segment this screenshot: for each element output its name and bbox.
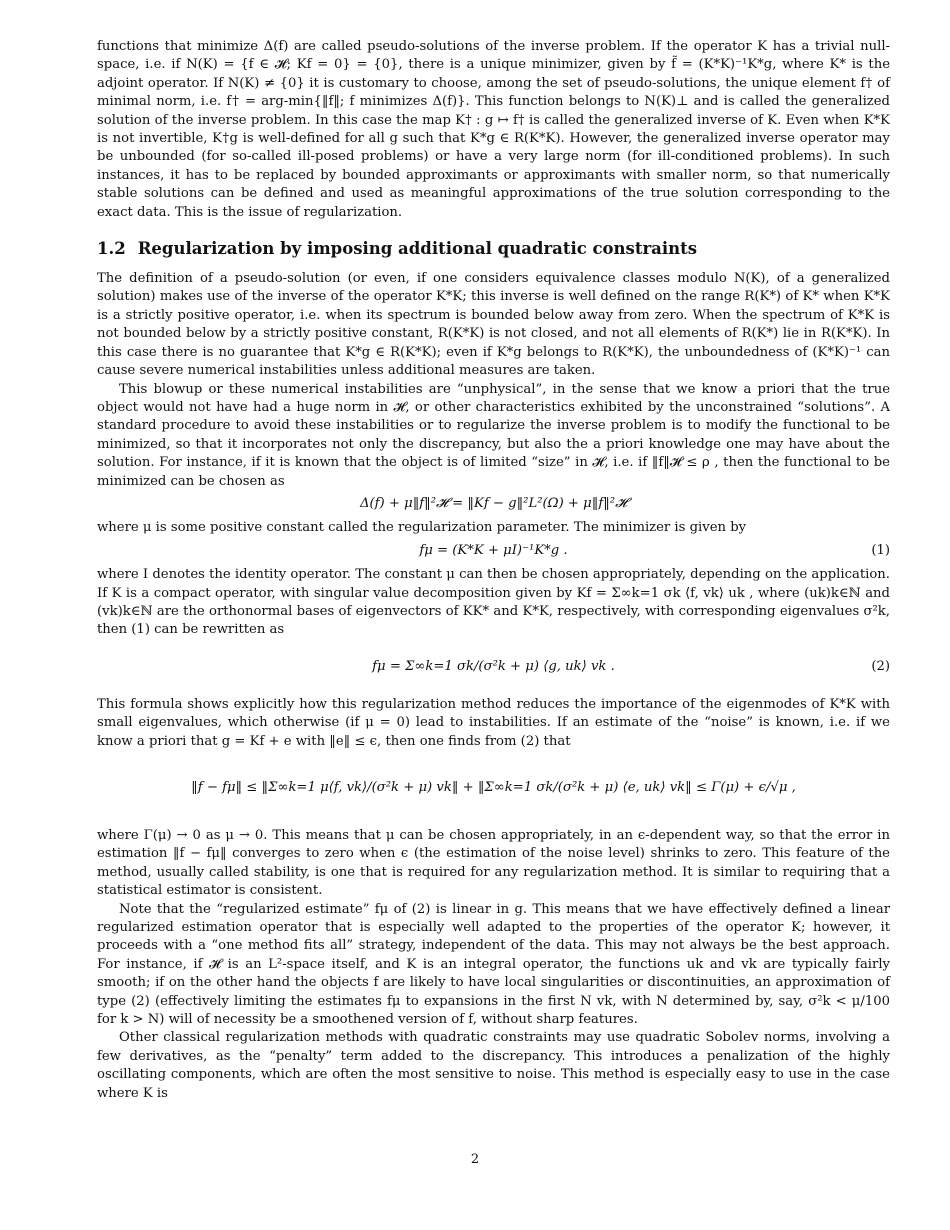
paragraph-svd: where I denotes the identity operator. The constant μ can then be chosen appropriately, depending on the application. If K is a compact operator, with singular value decomposition given by Kf = Σ∞k=1 σk ⟨f, vk⟩ uk , where (uk)k∈ℕ and (vk)k∈ℕ are the orthonormal bases of eigenvectors of KK* and K*K, respectively, with corresponding eigenvalues σ²k, then (1) can be rewritten as — [97, 567, 890, 638]
section-heading — [97, 238, 890, 260]
section-title: Regularization by imposing additional quadratic constraints — [137, 239, 698, 259]
equation-functional-body: Δ(f) + μ‖f‖²𝓗 = ‖Kf − g‖²L²(Ω) + μ‖f‖²𝓗 — [360, 495, 627, 511]
equation-error-bound-body: ‖f − fμ‖ ≤ ‖Σ∞k=1 μ⟨f, vk⟩/(σ²k + μ) vk‖ + ‖Σ∞k=1 σk/(σ²k + μ) ⟨e, uk⟩ vk‖ ≤ Γ(μ) + ϵ/√μ , — [191, 779, 796, 795]
equation-2-body: fμ = Σ∞k=1 σk/(σ²k + μ) ⟨g, uk⟩ vk . — [372, 658, 615, 674]
paragraph-stability: where Γ(μ) → 0 as μ → 0. This means that μ can be chosen appropriately, in an ϵ-dependent way, so that the error in estimation ‖f − fμ‖ converges to zero when ϵ (the estimation of the noise level) shrinks to zero. This feature of the method, usually called stability, is one that is required for any regularization method. It is similar to requiring that a statistical estimator is consistent. — [97, 828, 890, 899]
equation-2 — [97, 644, 890, 690]
intro-paragraph: functions that minimize Δ(f) are called pseudo-solutions of the inverse problem. If the operator K has a trivial null-space, i.e. if N(K) = {f ∈ 𝓗; Kf = 0} = {0}, there is a unique minimizer, given by f̃ = (K*K)⁻¹K*g, where K* is the adjoint operator. If N(K) ≠ {0} it is customary to choose, among the set of pseudo-solutions, the unique element f† of minimal norm, i.e. f† = arg-min{‖f‖; f minimizes Δ(f)}. This function belongs to N(K)⊥ and is called the generalized solution of the inverse problem. In this case the map K† : g ↦ f† is called the generalized inverse of K. Even when K*K is not invertible, K†g is well-defined for all g such that K*g ∈ R(K*K). However, the generalized inverse operator may be unbounded (for so-called ill-posed problems) or have a very large norm (for ill-conditioned problems). In such instances, it has to be replaced by bounded approximants or approximants with smaller norm, so that numerically stable solutions can be defined and used as meaningful approximations of the true solution corresponding to the exact data. This is the issue of regularization. — [97, 39, 890, 220]
equation-1-tag: (1) — [871, 542, 890, 558]
paragraph-instabilities: This blowup or these numerical instabilities are “unphysical”, in the sense that we know a priori that the true object would not have had a huge norm in 𝓗, or other characteristics exhibited by the unconstrained “solutions”. A standard procedure to avoid these instabilities or to regularize the inverse problem is to modify the functional to be minimized, so that it incorporates not only the discrepancy, but also the a priori knowledge one may have about the solution. For instance, if it is known that the object is of limited “size” in 𝓗, i.e. if ‖f‖𝓗 ≤ ρ , then the functional to be minimized can be chosen as — [97, 381, 890, 489]
paragraph-regularization-parameter: where μ is some positive constant called the regularization parameter. The minimizer is given by — [97, 520, 747, 536]
equation-error-bound — [97, 755, 890, 821]
equation-1 — [97, 542, 890, 560]
paragraph-eigenmodes: This formula shows explicitly how this regularization method reduces the importance of the eigenmodes of K*K with small eigenvalues, which otherwise (if μ = 0) lead to instabilities. If an estimate of the “noise” is known, i.e. if we know a priori that g = Kf + e with ‖e‖ ≤ ϵ, then one finds from (2) that — [97, 696, 890, 749]
equation-2-tag: (2) — [871, 658, 890, 674]
paragraph-linear-estimate: Note that the “regularized estimate” fμ of (2) is linear in g. This means that we have effectively defined a linear regularized estimation operator that is especially well adapted to the properties of the operator K; however, it proceeds with a “one method fits all” strategy, independent of the data. This may not always be the best approach. For instance, if 𝓗 is an L²-space itself, and K is an integral operator, the functions uk and vk are typically fairly smooth; if on the other hand the objects f are likely to have local singularities or discontinuities, an approximation of type (2) (effectively limiting the estimates fμ to expansions in the first N vk, with N determined by, say, σ²k < μ/100 for k > N) will of necessity be a smoothened version of f, without sharp features. — [97, 901, 890, 1028]
page-number: 2 — [470, 1152, 480, 1167]
paragraph-pseudo-solution: The definition of a pseudo-solution (or even, if one considers equivalence classes modulo N(K), of a generalized solution) makes use of the inverse of the operator K*K; this inverse is well defined on the range R(K*) of K* when K*K is a strictly positive operator, i.e. when its spectrum is bounded below away from zero. When the spectrum of K*K is not bounded below by a strictly positive constant, R(K*K) is not closed, and not all elements of R(K*) lie in R(K*K). In this case there is no guarantee that K*g ∈ R(K*K); even if K*g belongs to R(K*K), the unboundedness of (K*K)⁻¹ can cause severe numerical instabilities unless additional measures are taken. — [97, 271, 890, 379]
equation-functional — [97, 495, 890, 513]
paragraph-sobolev: Other classical regularization methods with quadratic constraints may use quadratic Sobolev norms, involving a few derivatives, as the “penalty” term added to the discrepancy. This introduces a penalization of the highly oscillating components, which are often the most sensitive to noise. This method is especially easy to use in the case where K is — [97, 1030, 890, 1101]
equation-1-body: fμ = (K*K + μI)⁻¹K*g . — [419, 542, 568, 558]
page-body — [97, 38, 890, 1103]
section-number: 1.2 — [97, 239, 126, 259]
